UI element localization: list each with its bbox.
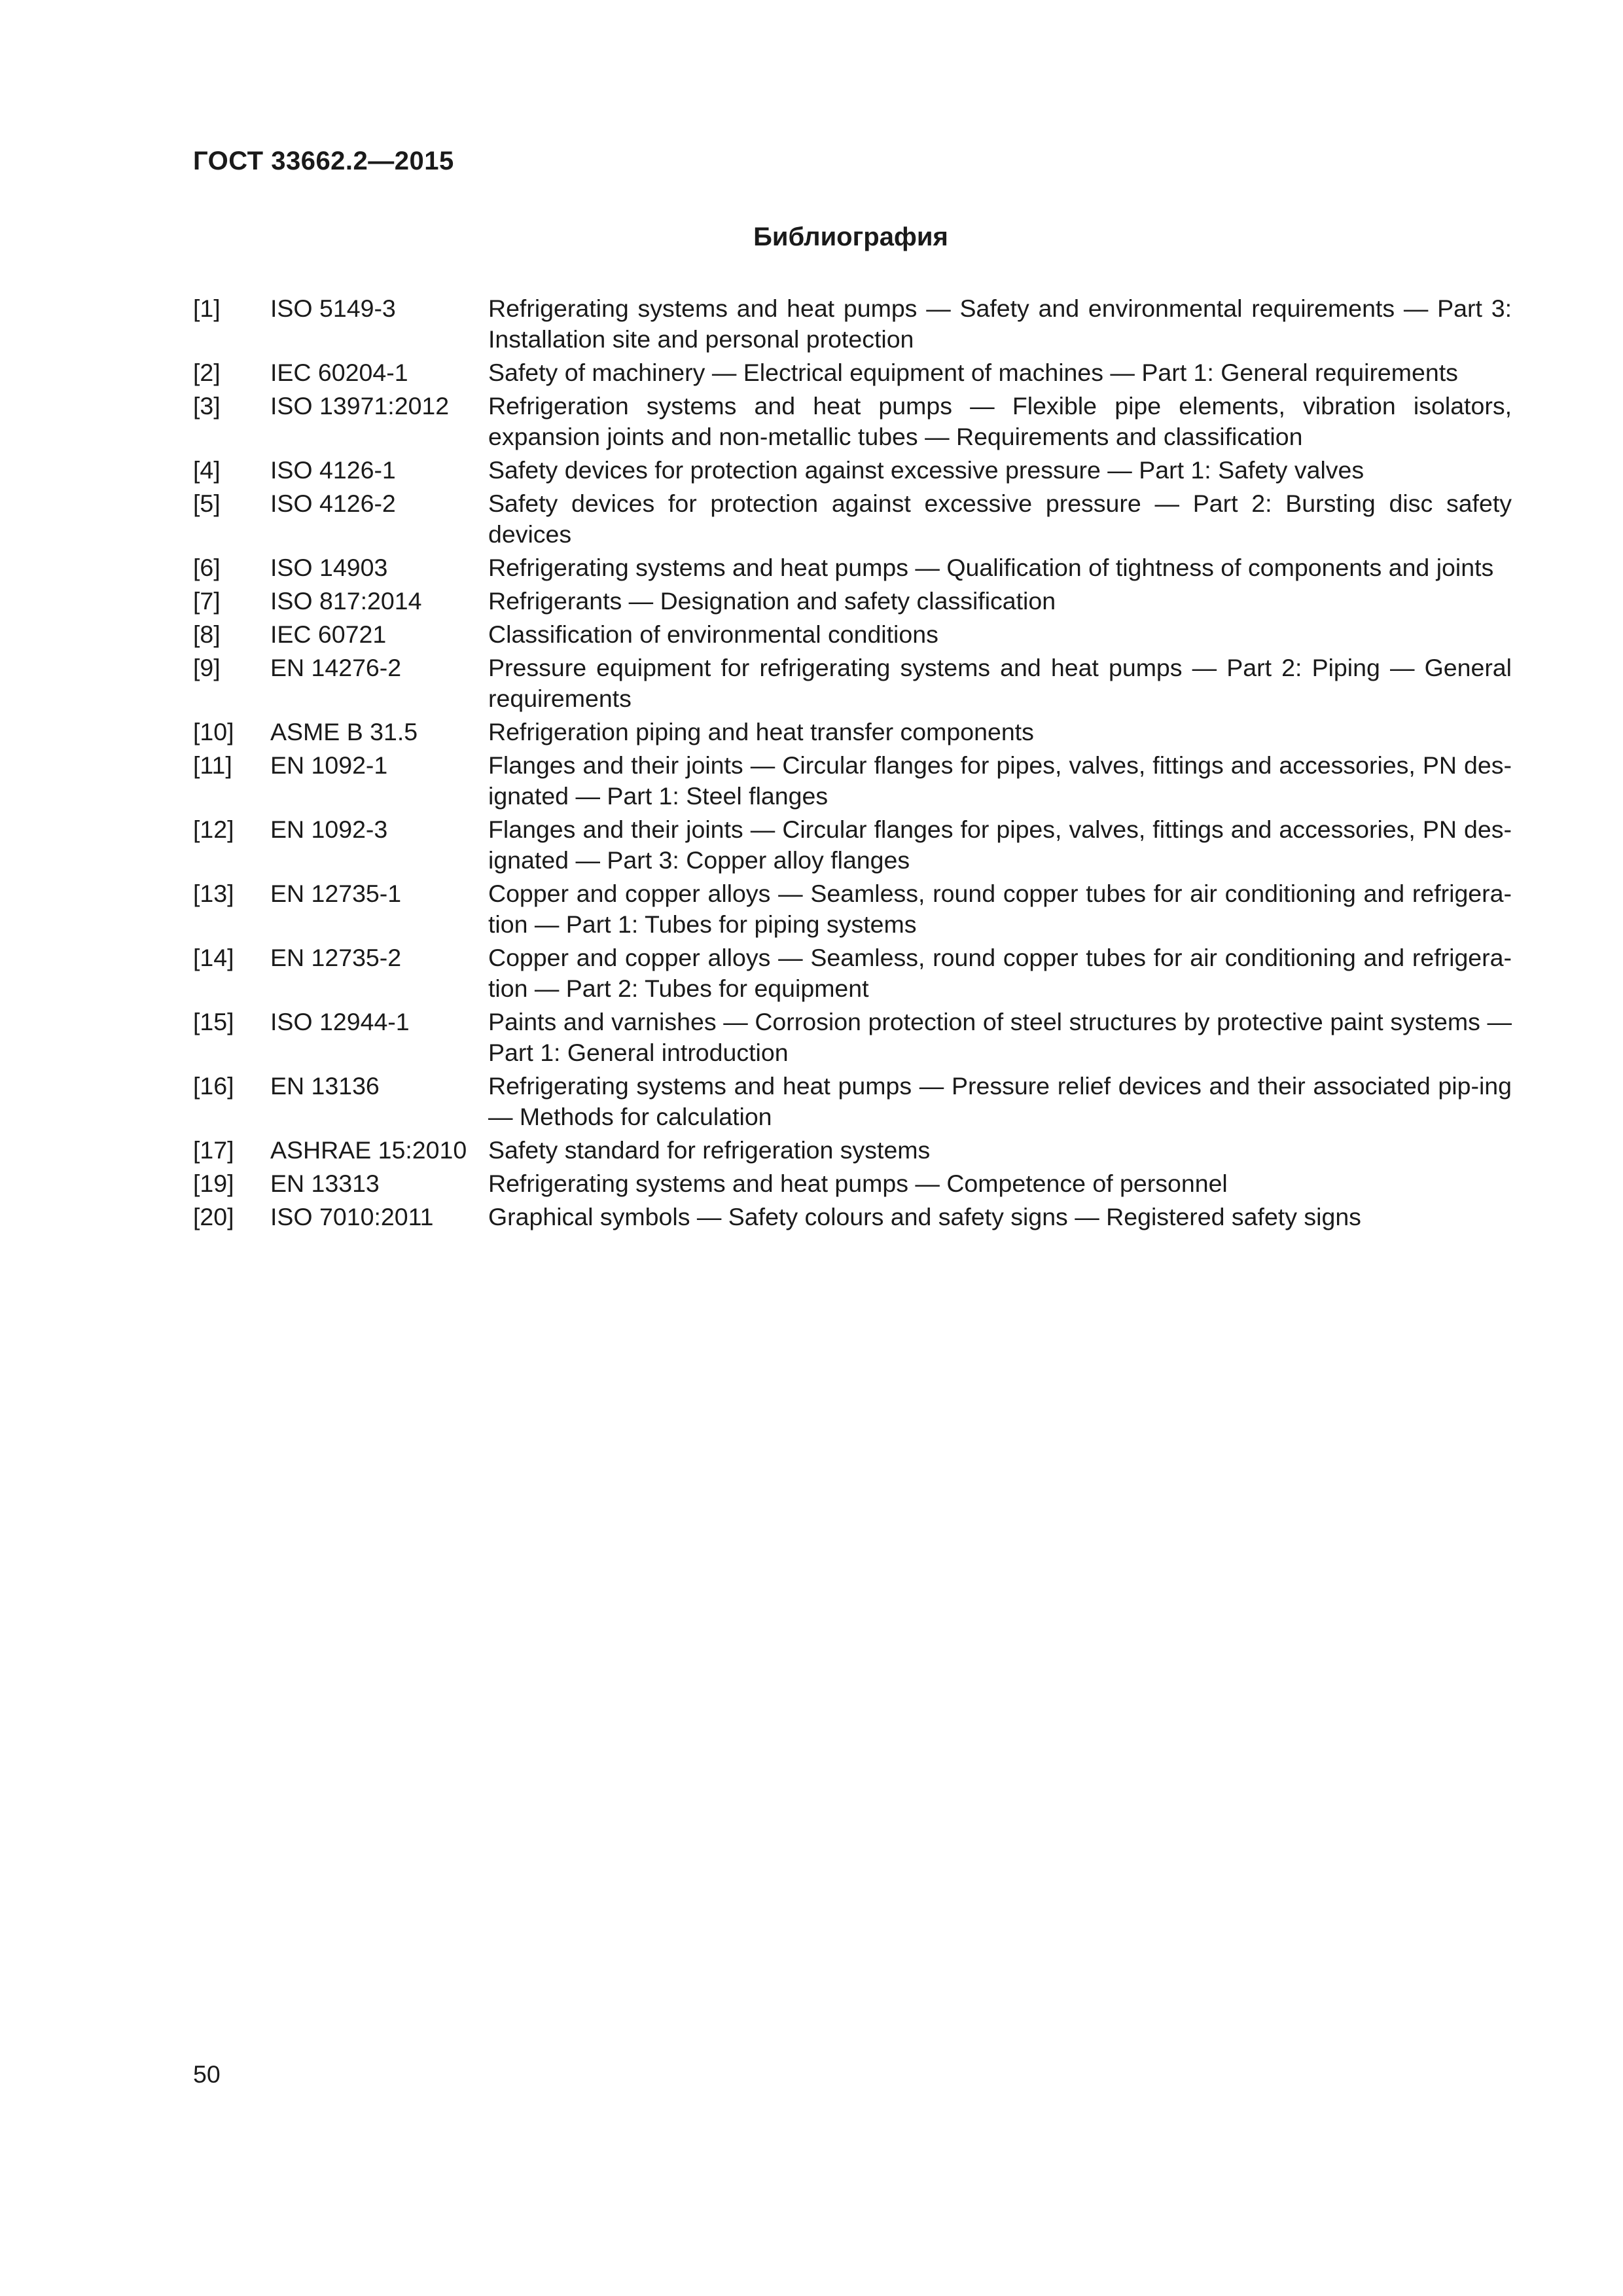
bibliography-list — [193, 293, 1512, 1235]
entry-number: [11] — [193, 751, 232, 779]
entry-description: Refrigerants — Designation and safety classification — [488, 587, 1056, 615]
bibliography-entry — [193, 814, 1512, 876]
entry-reference: ISO 5149-3 — [270, 295, 396, 322]
entry-reference: ASME B 31.5 — [270, 718, 418, 745]
entry-reference: ISO 7010:2011 — [270, 1203, 434, 1230]
entry-description: Flanges and their joints — Circular flanges for pipes, valves, fittings and accessories, PN des-ignated — Part 3: Copper alloy flanges — [488, 816, 1512, 874]
entry-description: Safety of machinery — Electrical equipment of machines — Part 1: General requirements — [488, 359, 1458, 386]
entry-description: Classification of environmental conditions — [488, 620, 938, 648]
entry-description: Paints and varnishes — Corrosion protection of steel structures by protective paint systems — Part 1: General introduction — [488, 1008, 1512, 1066]
bibliography-entry — [193, 455, 1512, 486]
entry-reference: EN 12735-2 — [270, 944, 402, 971]
entry-reference: EN 13136 — [270, 1072, 380, 1100]
entry-description: Refrigerating systems and heat pumps — Qualification of tightness of components and joints — [488, 554, 1494, 581]
bibliography-entry — [193, 488, 1512, 550]
entry-reference: EN 1092-1 — [270, 751, 388, 779]
entry-number: [16] — [193, 1072, 234, 1100]
entry-description: Refrigeration piping and heat transfer components — [488, 718, 1034, 745]
entry-number: [12] — [193, 816, 234, 843]
bibliography-entry — [193, 878, 1512, 940]
entry-reference: EN 12735-1 — [270, 880, 402, 907]
entry-number: [14] — [193, 944, 234, 971]
bibliography-entry — [193, 750, 1512, 812]
entry-number: [8] — [193, 620, 221, 648]
page-title: Библиография — [753, 223, 948, 251]
entry-description: Refrigerating systems and heat pumps — Safety and environmental requirements — Part 3: Installation site and personal protection — [488, 295, 1512, 353]
bibliography-entry — [193, 653, 1512, 714]
bibliography-entry — [193, 357, 1512, 388]
entry-reference: ISO 4126-2 — [270, 490, 396, 517]
entry-description: Refrigeration systems and heat pumps — Flexible pipe elements, vibration isolators, expansion joints and non-metallic tubes — Requirements and classification — [488, 392, 1512, 450]
bibliography-entry — [193, 586, 1512, 617]
entry-number: [20] — [193, 1203, 234, 1230]
entry-reference: EN 14276-2 — [270, 654, 402, 681]
entry-number: [10] — [193, 718, 234, 745]
entry-reference: EN 1092-3 — [270, 816, 388, 843]
entry-number: [13] — [193, 880, 234, 907]
entry-number: [5] — [193, 490, 221, 517]
bibliography-entry — [193, 1202, 1512, 1232]
entry-number: [4] — [193, 456, 221, 484]
entry-number: [6] — [193, 554, 221, 581]
bibliography-entry — [193, 1168, 1512, 1199]
bibliography-entry — [193, 1071, 1512, 1132]
entry-reference: EN 13313 — [270, 1170, 380, 1197]
bibliography-entry — [193, 552, 1512, 583]
entry-description: Graphical symbols — Safety colours and safety signs — Registered safety signs — [488, 1203, 1361, 1230]
entry-description: Safety devices for protection against excessive pressure — Part 2: Bursting disc safety devices — [488, 490, 1512, 548]
entry-reference: ISO 817:2014 — [270, 587, 422, 615]
entry-reference: ISO 14903 — [270, 554, 388, 581]
entry-reference: IEC 60721 — [270, 620, 387, 648]
entry-description: Refrigerating systems and heat pumps — Pressure relief devices and their associated pip-ing — Methods for calculation — [488, 1072, 1512, 1130]
bibliography-entry — [193, 1007, 1512, 1068]
entry-description: Flanges and their joints — Circular flanges for pipes, valves, fittings and accessories, PN des-ignated — Part 1: Steel flanges — [488, 751, 1512, 810]
entry-description: Copper and copper alloys — Seamless, round copper tubes for air conditioning and refrigera-tion — Part 2: Tubes for equipment — [488, 944, 1512, 1002]
bibliography-entry — [193, 391, 1512, 452]
entry-description: Copper and copper alloys — Seamless, round copper tubes for air conditioning and refrigera-tion — Part 1: Tubes for piping systems — [488, 880, 1512, 938]
bibliography-entry — [193, 293, 1512, 355]
entry-reference: ISO 13971:2012 — [270, 392, 450, 420]
entry-reference: IEC 60204-1 — [270, 359, 408, 386]
page-number: 50 — [193, 2060, 221, 2088]
entry-number: [7] — [193, 587, 221, 615]
bibliography-entry — [193, 619, 1512, 650]
entry-reference: ISO 4126-1 — [270, 456, 396, 484]
bibliography-entry — [193, 942, 1512, 1004]
bibliography-entry — [193, 717, 1512, 747]
bibliography-entry — [193, 1135, 1512, 1166]
entry-number: [9] — [193, 654, 221, 681]
entry-number: [2] — [193, 359, 221, 386]
entry-number: [1] — [193, 295, 221, 322]
entry-number: [19] — [193, 1170, 234, 1197]
entry-description: Safety standard for refrigeration systems — [488, 1136, 931, 1164]
entry-description: Pressure equipment for refrigerating systems and heat pumps — Part 2: Piping — General requirements — [488, 654, 1512, 712]
document-header: ГОСТ 33662.2—2015 — [193, 147, 454, 175]
entry-description: Safety devices for protection against excessive pressure — Part 1: Safety valves — [488, 456, 1364, 484]
entry-reference: ASHRAE 15:2010 — [270, 1136, 467, 1164]
entry-number: [3] — [193, 392, 221, 420]
entry-number: [15] — [193, 1008, 234, 1035]
entry-reference: ISO 12944-1 — [270, 1008, 410, 1035]
entry-number: [17] — [193, 1136, 234, 1164]
entry-description: Refrigerating systems and heat pumps — Competence of personnel — [488, 1170, 1228, 1197]
